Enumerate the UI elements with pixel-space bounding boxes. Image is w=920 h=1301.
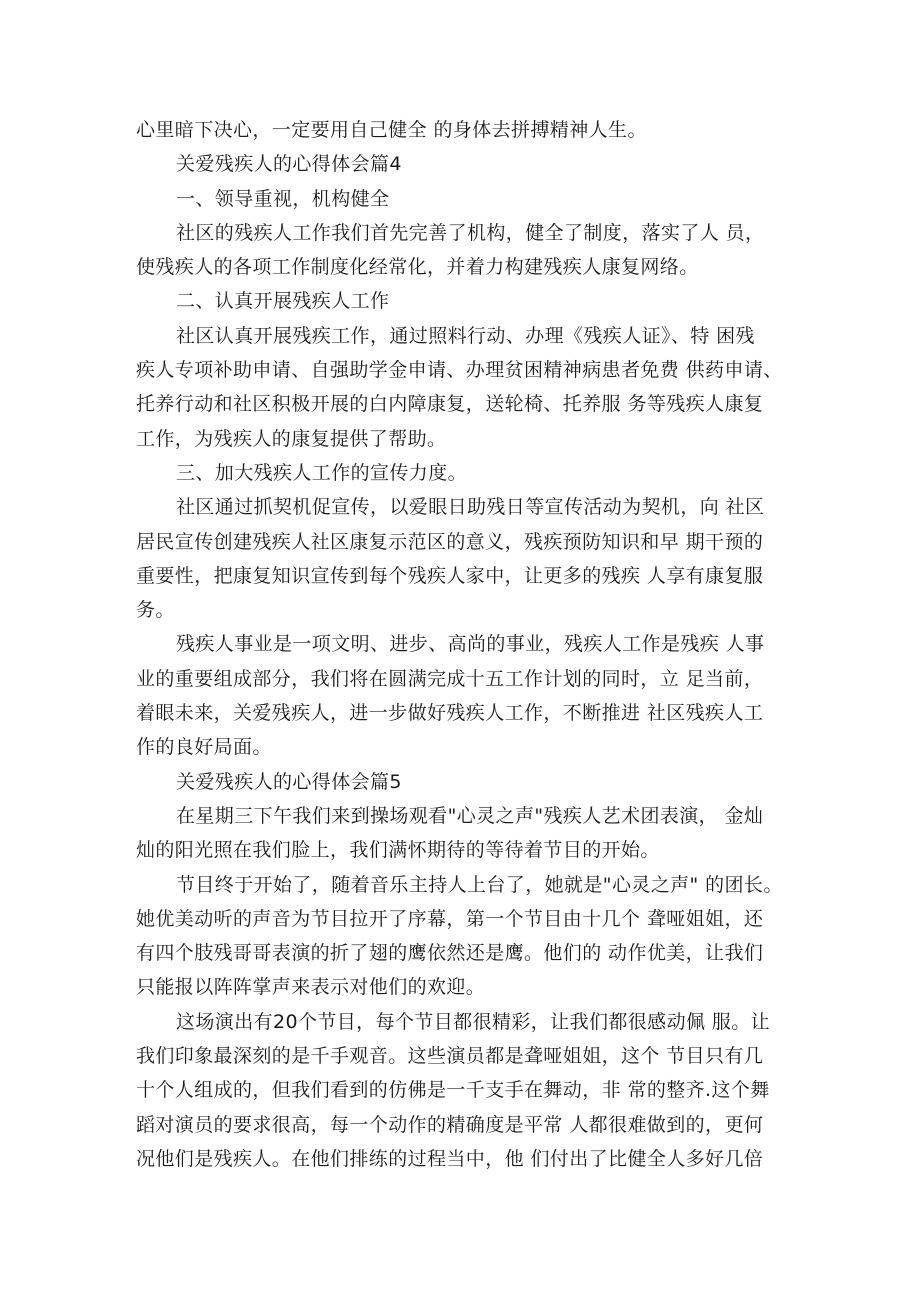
- text-line: 社区认真开展残疾工作，通过照料行动、办理《残疾人证》、特 困残: [176, 324, 755, 347]
- text-line: 残疾人事业是一项文明、进步、高尚的事业，残疾人工作是残疾 人事: [176, 633, 765, 656]
- text-line: 在星期三下午我们来到操场观看"心灵之声"残疾人艺术团表演， 金灿: [176, 804, 764, 827]
- text-line: 有四个肢残哥哥表演的折了翅的鹰依然还是鹰。他们的 动作优美，让我们: [136, 942, 764, 965]
- text-line: 重要性，把康复知识宣传到每个残疾人家中，让更多的残疾 人享有康复服: [136, 564, 764, 587]
- text-line: 这场演出有20个节目，每个节目都很精彩，让我们都很感动佩 服。让: [176, 1010, 771, 1033]
- text-line: 我们印象最深刻的是千手观音。这些演员都是聋哑姐姐，这个 节目只有几: [136, 1045, 764, 1068]
- text-line: 居民宣传创建残疾人社区康复示范区的意义，残疾预防知识和早 期干预的: [136, 530, 764, 553]
- text-line: 业的重要组成部分，我们将在圆满完成十五工作计划的同时，立 足当前，: [136, 667, 764, 690]
- text-line: 三、加大残疾人工作的宣传力度。: [176, 461, 468, 484]
- text-line: 疾人专项补助申请、自强助学金申请、办理贫困精神病患者免费 供药申请、: [136, 359, 783, 382]
- text-line: 二、认真开展残疾人工作: [176, 290, 390, 313]
- document-body: [136, 113, 796, 1176]
- text-line: 托养行动和社区积极开展的白内障康复，送轮椅、托养服 务等残疾人康复: [136, 393, 764, 416]
- text-line: 蹈对演员的要求很高，每一个动作的精确度是平常 人都很难做到的，更何: [136, 1113, 764, 1136]
- text-line: 她优美动听的声音为节目拉开了序幕，第一个节目由十几个 聋哑姐姐，还: [136, 907, 764, 930]
- text-line: 节目终于开始了，随着音乐主持人上台了，她就是"心灵之声" 的团长。: [176, 873, 783, 896]
- text-line: 使残疾人的各项工作制度化经常化，并着力构建残疾人康复网络。: [136, 256, 699, 279]
- text-line: 只能报以阵阵掌声来表示对他们的欢迎。: [136, 976, 486, 999]
- text-line: 心里暗下决心，一定要用自己健全 的身体去拼搏精神人生。: [136, 119, 647, 141]
- text-line: 着眼未来，关爱残疾人，进一步做好残疾人工作，不断推进 社区残疾人工: [136, 702, 764, 725]
- text-line: 工作，为残疾人的康复提供了帮助。: [136, 427, 447, 450]
- text-line: 关爱残疾人的心得体会篇5: [176, 770, 402, 793]
- text-line: 灿的阳光照在我们脸上，我们满怀期待的等待着节目的开始。: [136, 839, 660, 862]
- text-line: 一、领导重视，机构健全: [176, 187, 390, 210]
- text-line: 况他们是残疾人。在他们排练的过程当中，他 们付出了比健全人多好几倍: [136, 1147, 764, 1170]
- text-line: 关爱残疾人的心得体会篇4: [176, 153, 402, 176]
- text-line: 十个人组成的，但我们看到的仿佛是一千支手在舞动，非 常的整齐.这个舞: [136, 1079, 770, 1102]
- text-line: 社区的残疾人工作我们首先完善了机构，健全了制度，落实了人 员，: [176, 221, 765, 244]
- text-line: 社区通过抓契机促宣传，以爱眼日助残日等宣传活动为契机，向 社区: [176, 496, 765, 519]
- text-line: 作的良好局面。: [136, 736, 272, 759]
- text-line: 务。: [136, 599, 175, 622]
